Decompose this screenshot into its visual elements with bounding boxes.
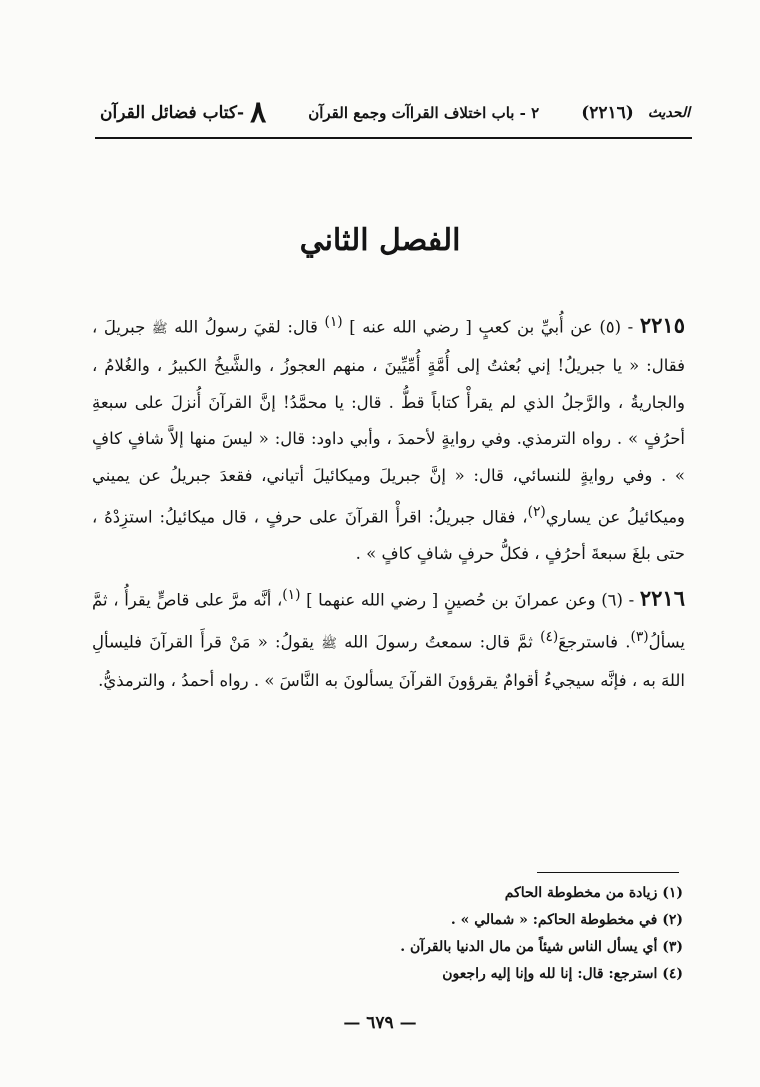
salawat-glyph: ﷺ xyxy=(151,321,168,337)
header-rule xyxy=(95,137,692,139)
salawat-glyph: ﷺ xyxy=(321,636,337,651)
header-hadith-group xyxy=(581,103,690,123)
footnote-1: (١) زيادة من مخطوطة الحاكم xyxy=(504,885,683,901)
hadith-text: قال: لقيَ رسولُ الله xyxy=(167,317,325,337)
page-number: — ٦٧٩ — xyxy=(343,1013,417,1033)
hadith-text: يقولُ: « مَنْ قرأَ القرآنَ فليسألِ اللهَ به ، فإنَّه سيجيءُ أقوامٌ يقرؤونَ القرآنَ يسألونَ به النَّاسَ » . رواه أحمدُ ، والترمذيُّ. xyxy=(92,632,685,690)
chapter-section-heading: الفصل الثاني xyxy=(299,223,461,258)
chapter-title: -كتاب فضائل القرآن xyxy=(100,103,245,123)
hadith-number: ٢٢١٥ xyxy=(639,312,685,338)
hadith-range: (٢٢١٦) xyxy=(581,103,634,123)
footnotes xyxy=(300,880,683,988)
hadith-2216 xyxy=(92,577,685,700)
hadith-text: - (٦) وعن عمرانَ بن حُصينٍ [ رضي الله عنهما ] xyxy=(300,590,640,609)
hadith-number: ٢٢١٦ xyxy=(639,585,685,610)
footnote-ref: (٤) xyxy=(540,628,559,645)
chapter-number: ٨ xyxy=(250,95,267,130)
hadith-text: ثمَّ قال: سمعتُ رسولَ الله xyxy=(336,632,541,651)
hadith-text: جبريلَ ، فقال: « يا جبريلُ! إني بُعثتُ إلى أُمَّةٍ أُمِّيِّينَ ، منهم العجوزُ ، والشَّيخُ الكبيرُ ، والغُلامُ ، والجاريةُ ، والرَّجلُ الذي لم يقرأْ كتاباً قطُّ . قال: يا محمَّدُ! إنَّ القرآنَ أُنزلَ على سبعةِ أحرُفٍ » . رواه الترمذي. وفي روايةٍ لأحمدَ ، وأبي داود: قال: « ليسَ منها إلاَّ شافٍ كافٍ » . وفي روايةٍ للنسائي، قال: « إنَّ جبريلَ وميكائيلَ أتياني، فقعدَ جبريلُ عن يميني وميكائيلُ عن يساري xyxy=(92,317,686,527)
footnote-2: (٢) في مخطوطة الحاكم: « شمالي » . xyxy=(450,912,683,928)
footnote-ref: (٣) xyxy=(630,628,649,645)
hadith-text: . فاسترجعَ xyxy=(558,632,631,651)
footnote-rule xyxy=(537,872,679,873)
footnote-3: (٣) أي يسأل الناس شيئاً من مال الدنيا بالقرآن . xyxy=(400,939,683,955)
footnote-ref: (٢) xyxy=(527,504,546,520)
hadith-label: الحديث xyxy=(647,105,690,121)
footnote-ref: (١) xyxy=(324,314,343,330)
hadith-text: ، فقال جبريلُ: اقرأْ القرآنَ على حرفٍ ، قال ميكائيلُ: استزِدْهُ ، حتى بلغَ سبعةَ أحرُفٍ ، فكلُّ حرفٍ شافٍ كافٍ » . xyxy=(92,507,685,563)
hadith-2215 xyxy=(92,304,685,573)
footnote-4: (٤) استرجع: قال: إنا لله وإنا إليه راجعون xyxy=(442,966,683,982)
footnote-ref: (١) xyxy=(282,586,301,603)
running-header xyxy=(100,92,690,134)
header-chapter-group xyxy=(100,95,267,130)
section-title: ٢ - باب اختلاف القراآت وجمع القرآن xyxy=(308,104,540,122)
hadith-text: - (٥) عن أُبيِّ بن كعبٍ [ رضي الله عنه ] xyxy=(342,317,640,337)
hadith-text: ، أنَّه مرَّ على قاصٍّ يقرأُ ، ثمَّ يسألُ xyxy=(92,590,685,651)
main-text xyxy=(92,304,685,703)
